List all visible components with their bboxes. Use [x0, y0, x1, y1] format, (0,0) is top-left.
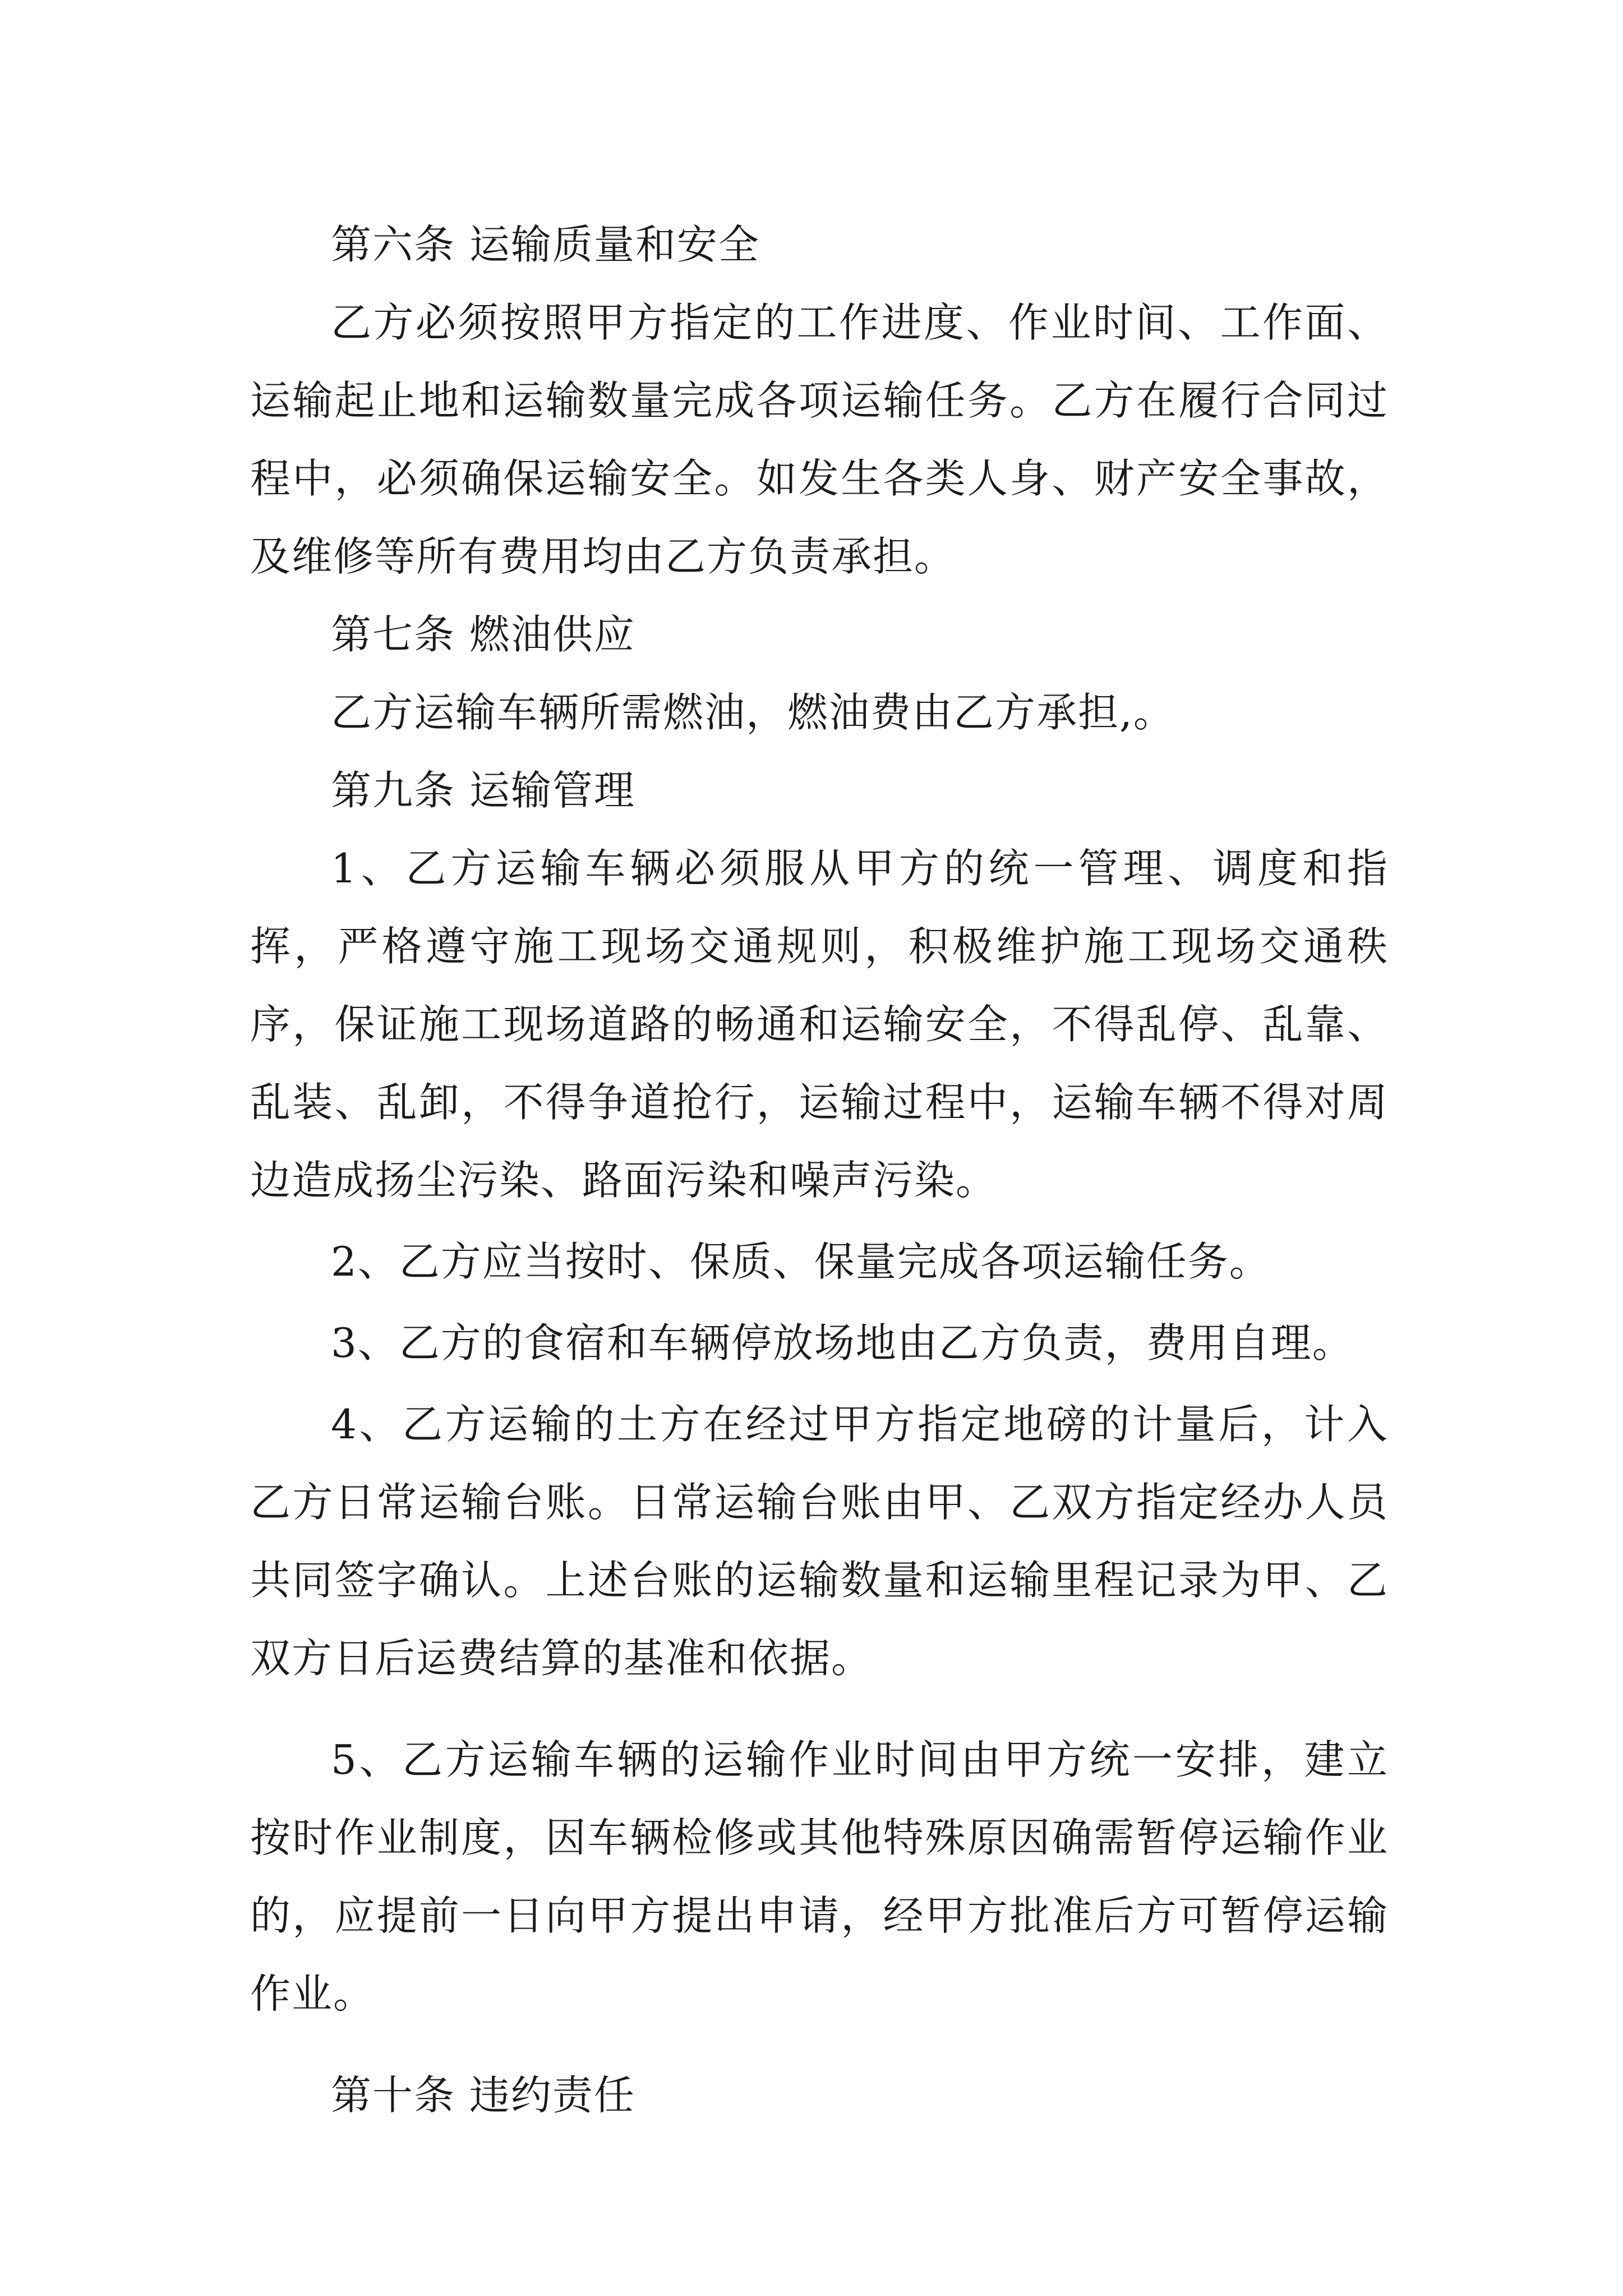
- section-9-item-4: 4、乙方运输的土方在经过甲方指定地磅的计量后，计入乙方日常运输台账。日常运输台账由甲、乙双方指定经办人员共同签字确认。上述台账的运输数量和运输里程记录为甲、乙双方日后运费结算的基准和依据。: [250, 1401, 1389, 1682]
- section-9-item-5: 5、乙方运输车辆的运输作业时间由甲方统一安排，建立按时作业制度，因车辆检修或其他特殊原因确需暂停运输作业的，应提前一日向甲方提出申请，经甲方批准后方可暂停运输作业。: [250, 1736, 1389, 2017]
- section-9-item-3: 3、乙方的食宿和车辆停放场地由乙方负责，费用自理。: [331, 1319, 1354, 1366]
- section-6-heading: 第六条 运输质量和安全: [331, 221, 760, 268]
- section-7-body: 乙方运输车辆所需燃油，燃油费由乙方承担,。: [331, 689, 1175, 736]
- section-6-body: 乙方必须按照甲方指定的工作进度、作业时间、工作面、运输起止地和运输数量完成各项运输任务。乙方在履行合同过程中，必须确保运输安全。如发生各类人身、财产安全事故，及维修等所有费用均由乙方负责承担。: [250, 299, 1389, 580]
- section-9-item-1: 1、乙方运输车辆必须服从甲方的统一管理、调度和指挥，严格遵守施工现场交通规则，积极维护施工现场交通秩序，保证施工现场道路的畅通和运输安全，不得乱停、乱靠、乱装、乱卸，不得争道抢行，运输过程中，运输车辆不得对周边造成扬尘污染、路面污染和噪声污染。: [250, 845, 1389, 1204]
- section-10-heading: 第十条 违约责任: [331, 2072, 635, 2119]
- section-9-item-2: 2、乙方应当按时、保质、保量完成各项运输任务。: [331, 1238, 1271, 1285]
- document-body: [250, 206, 1389, 2134]
- section-9-heading: 第九条 运输管理: [331, 767, 635, 814]
- section-7-heading: 第七条 燃油供应: [331, 611, 635, 658]
